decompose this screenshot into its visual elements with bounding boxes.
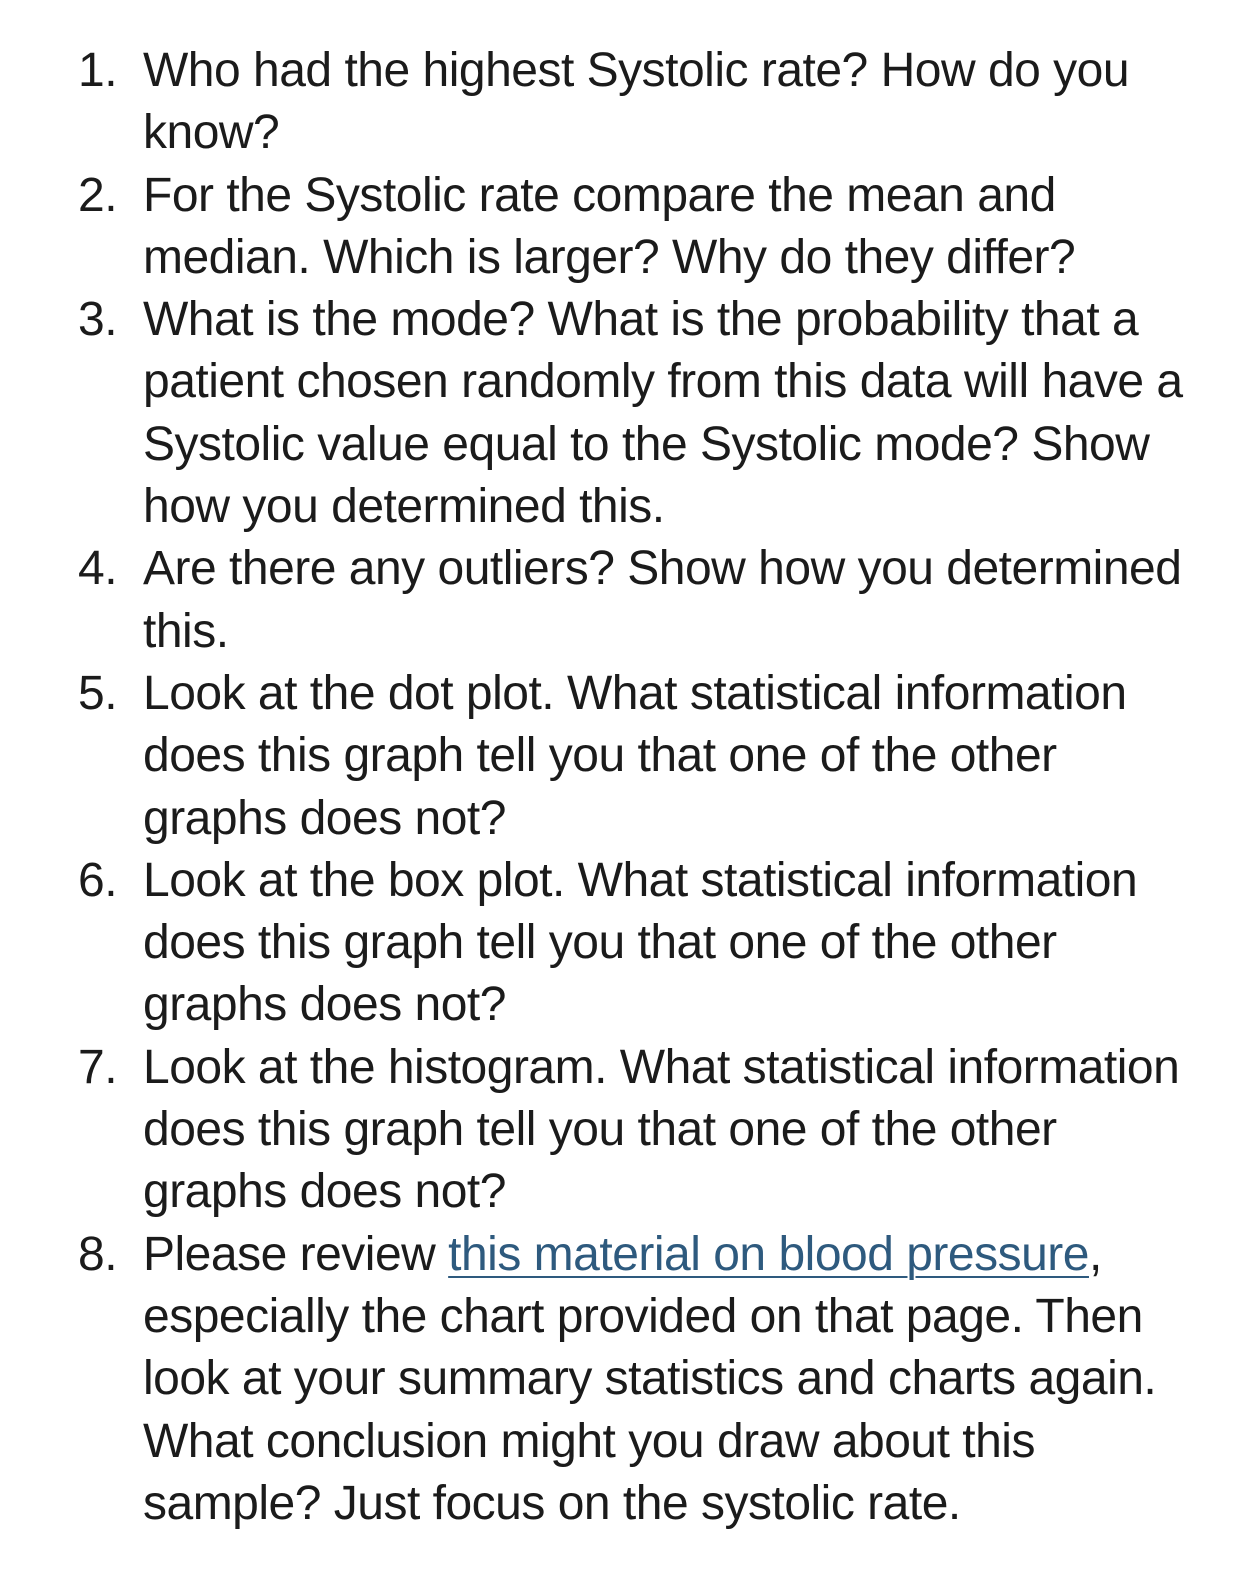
list-item-number: 7. bbox=[78, 1040, 118, 1094]
list-item-text-before-link: Please review bbox=[143, 1227, 449, 1281]
list-item-text: For the Systolic rate compare the mean and median. Which is larger? Why do they differ? bbox=[143, 168, 1076, 284]
list-item bbox=[0, 538, 1259, 663]
document bbox=[0, 40, 1259, 1535]
list-item-text: Look at the box plot. What statistical information does this graph tell you that one of the other graphs does not? bbox=[143, 853, 1138, 1032]
list-item-number: 6. bbox=[78, 853, 118, 907]
list-item bbox=[0, 40, 1259, 165]
list-item bbox=[0, 1037, 1259, 1224]
list-item-text: Who had the highest Systolic rate? How do you know? bbox=[143, 44, 1130, 160]
list-item-number: 2. bbox=[78, 168, 118, 222]
list-item-number: 1. bbox=[78, 44, 118, 97]
question-list bbox=[0, 40, 1259, 1535]
list-item bbox=[0, 850, 1259, 1037]
list-item-number: 4. bbox=[78, 542, 118, 596]
list-item-number: 3. bbox=[78, 293, 118, 347]
list-item bbox=[0, 1224, 1259, 1535]
list-item bbox=[0, 663, 1259, 850]
list-item bbox=[0, 165, 1259, 290]
list-item-number: 8. bbox=[78, 1227, 118, 1281]
list-item-text-after-link: , especially the chart provided on that page. Then look at your summary statistics and charts again. What conclusion might you draw about this sample? Just focus on the systolic rate. bbox=[143, 1227, 1157, 1530]
list-item-text: Look at the histogram. What statistical information does this graph tell you that one of the other graphs does not? bbox=[143, 1040, 1180, 1219]
blood-pressure-material-link[interactable]: this material on blood pressure bbox=[448, 1227, 1089, 1281]
list-item bbox=[0, 289, 1259, 538]
list-item-number: 5. bbox=[78, 666, 118, 720]
list-item-text: Are there any outliers? Show how you determined this. bbox=[143, 542, 1182, 658]
list-item-text: Look at the dot plot. What statistical information does this graph tell you that one of the other graphs does not? bbox=[143, 666, 1127, 845]
list-item-text: What is the mode? What is the probability that a patient chosen randomly from this data will have a Systolic value equal to the Systolic mode? Show how you determined this. bbox=[143, 293, 1183, 534]
